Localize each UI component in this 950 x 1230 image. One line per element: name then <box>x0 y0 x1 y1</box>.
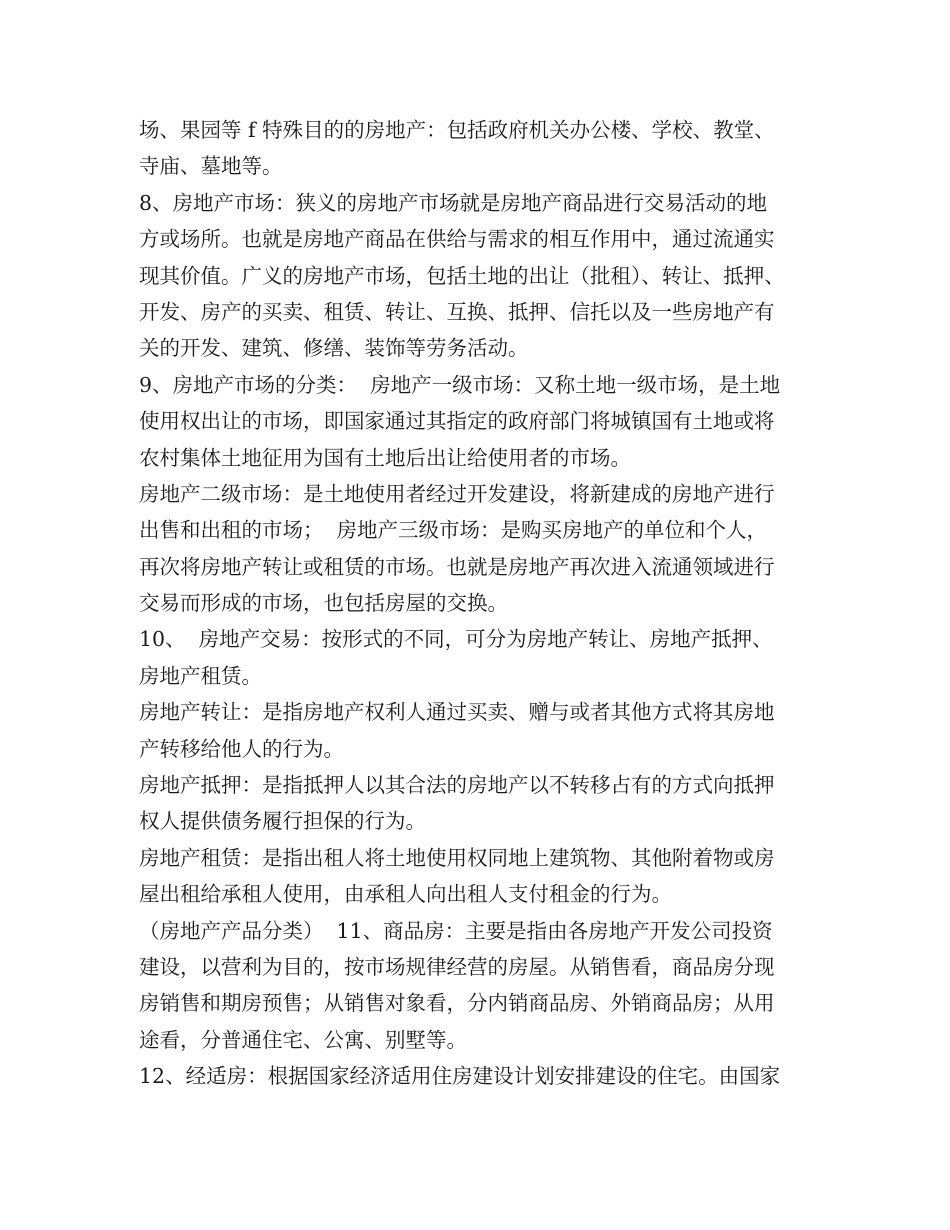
text-line: 权人提供债务履行担保的行为。 <box>139 809 426 834</box>
text-line: 房地产租赁。 <box>139 663 262 688</box>
text-line: 场、果园等 f 特殊目的的房地产：包括政府机关办公楼、学校、教堂、 <box>139 118 775 142</box>
text-line: 开发、房产的买卖、租赁、转让、互换、抵押、信托以及一些房地产有 <box>139 299 775 324</box>
text-line: 12、经适房：根据国家经济适用住房建设计划安排建设的住宅。由国家 <box>139 1064 781 1089</box>
text-line: 屋出租给承租人使用，由承租人向出租人支付租金的行为。 <box>139 882 672 907</box>
text-line: 8、房地产市场：狭义的房地产市场就是房地产商品进行交易活动的地 <box>139 190 768 215</box>
text-line: 交易而形成的市场，也包括房屋的交换。 <box>139 591 508 616</box>
text-line: 现其价值。广义的房地产市场，包括土地的出让（批租）、转让、抵押、 <box>139 263 785 288</box>
text-line: 房地产抵押：是指抵押人以其合法的房地产以不转移占有的方式向抵押 <box>139 773 775 798</box>
text-line: 建设，以营利为目的，按市场规律经营的房屋。从销售看，商品房分现 <box>139 954 775 979</box>
text-line: （房地产产品分类） 11、商品房：主要是指由各房地产开发公司投资 <box>139 918 773 943</box>
text-line: 途看，分普通住宅、公寓、别墅等。 <box>139 1027 467 1052</box>
text-line: 房地产转让：是指房地产权利人通过买卖、赠与或者其他方式将其房地 <box>139 700 775 725</box>
text-line: 关的开发、建筑、修缮、装饰等劳务活动。 <box>139 336 529 361</box>
text-line: 再次将房地产转让或租赁的市场。也就是房地产再次进入流通领域进行 <box>139 554 775 579</box>
text-line: 房地产二级市场：是土地使用者经过开发建设，将新建成的房地产进行 <box>139 481 775 506</box>
text-line: 使用权出让的市场，即国家通过其指定的政府部门将城镇国有土地或将 <box>139 409 775 434</box>
text-line: 10、 房地产交易：按形式的不同，可分为房地产转让、房地产抵押、 <box>139 627 773 652</box>
text-line: 方或场所。也就是房地产商品在供给与需求的相互作用中，通过流通实 <box>139 227 775 252</box>
document-body <box>139 112 839 1095</box>
text-line: 农村集体土地征用为国有土地后出让给使用者的市场。 <box>139 445 631 470</box>
text-line: 产转移给他人的行为。 <box>139 736 344 761</box>
text-line: 房销售和期房预售；从销售对象看，分内销商品房、外销商品房；从用 <box>139 991 775 1016</box>
text-line: 房地产租赁：是指出租人将土地使用权同地上建筑物、其他附着物或房 <box>139 845 775 870</box>
text-line: 9、房地产市场的分类： 房地产一级市场：又称土地一级市场，是土地 <box>139 372 781 397</box>
text-line: 寺庙、墓地等。 <box>139 154 283 179</box>
text-line: 出售和出租的市场； 房地产三级市场：是购买房地产的单位和个人， <box>139 518 768 543</box>
